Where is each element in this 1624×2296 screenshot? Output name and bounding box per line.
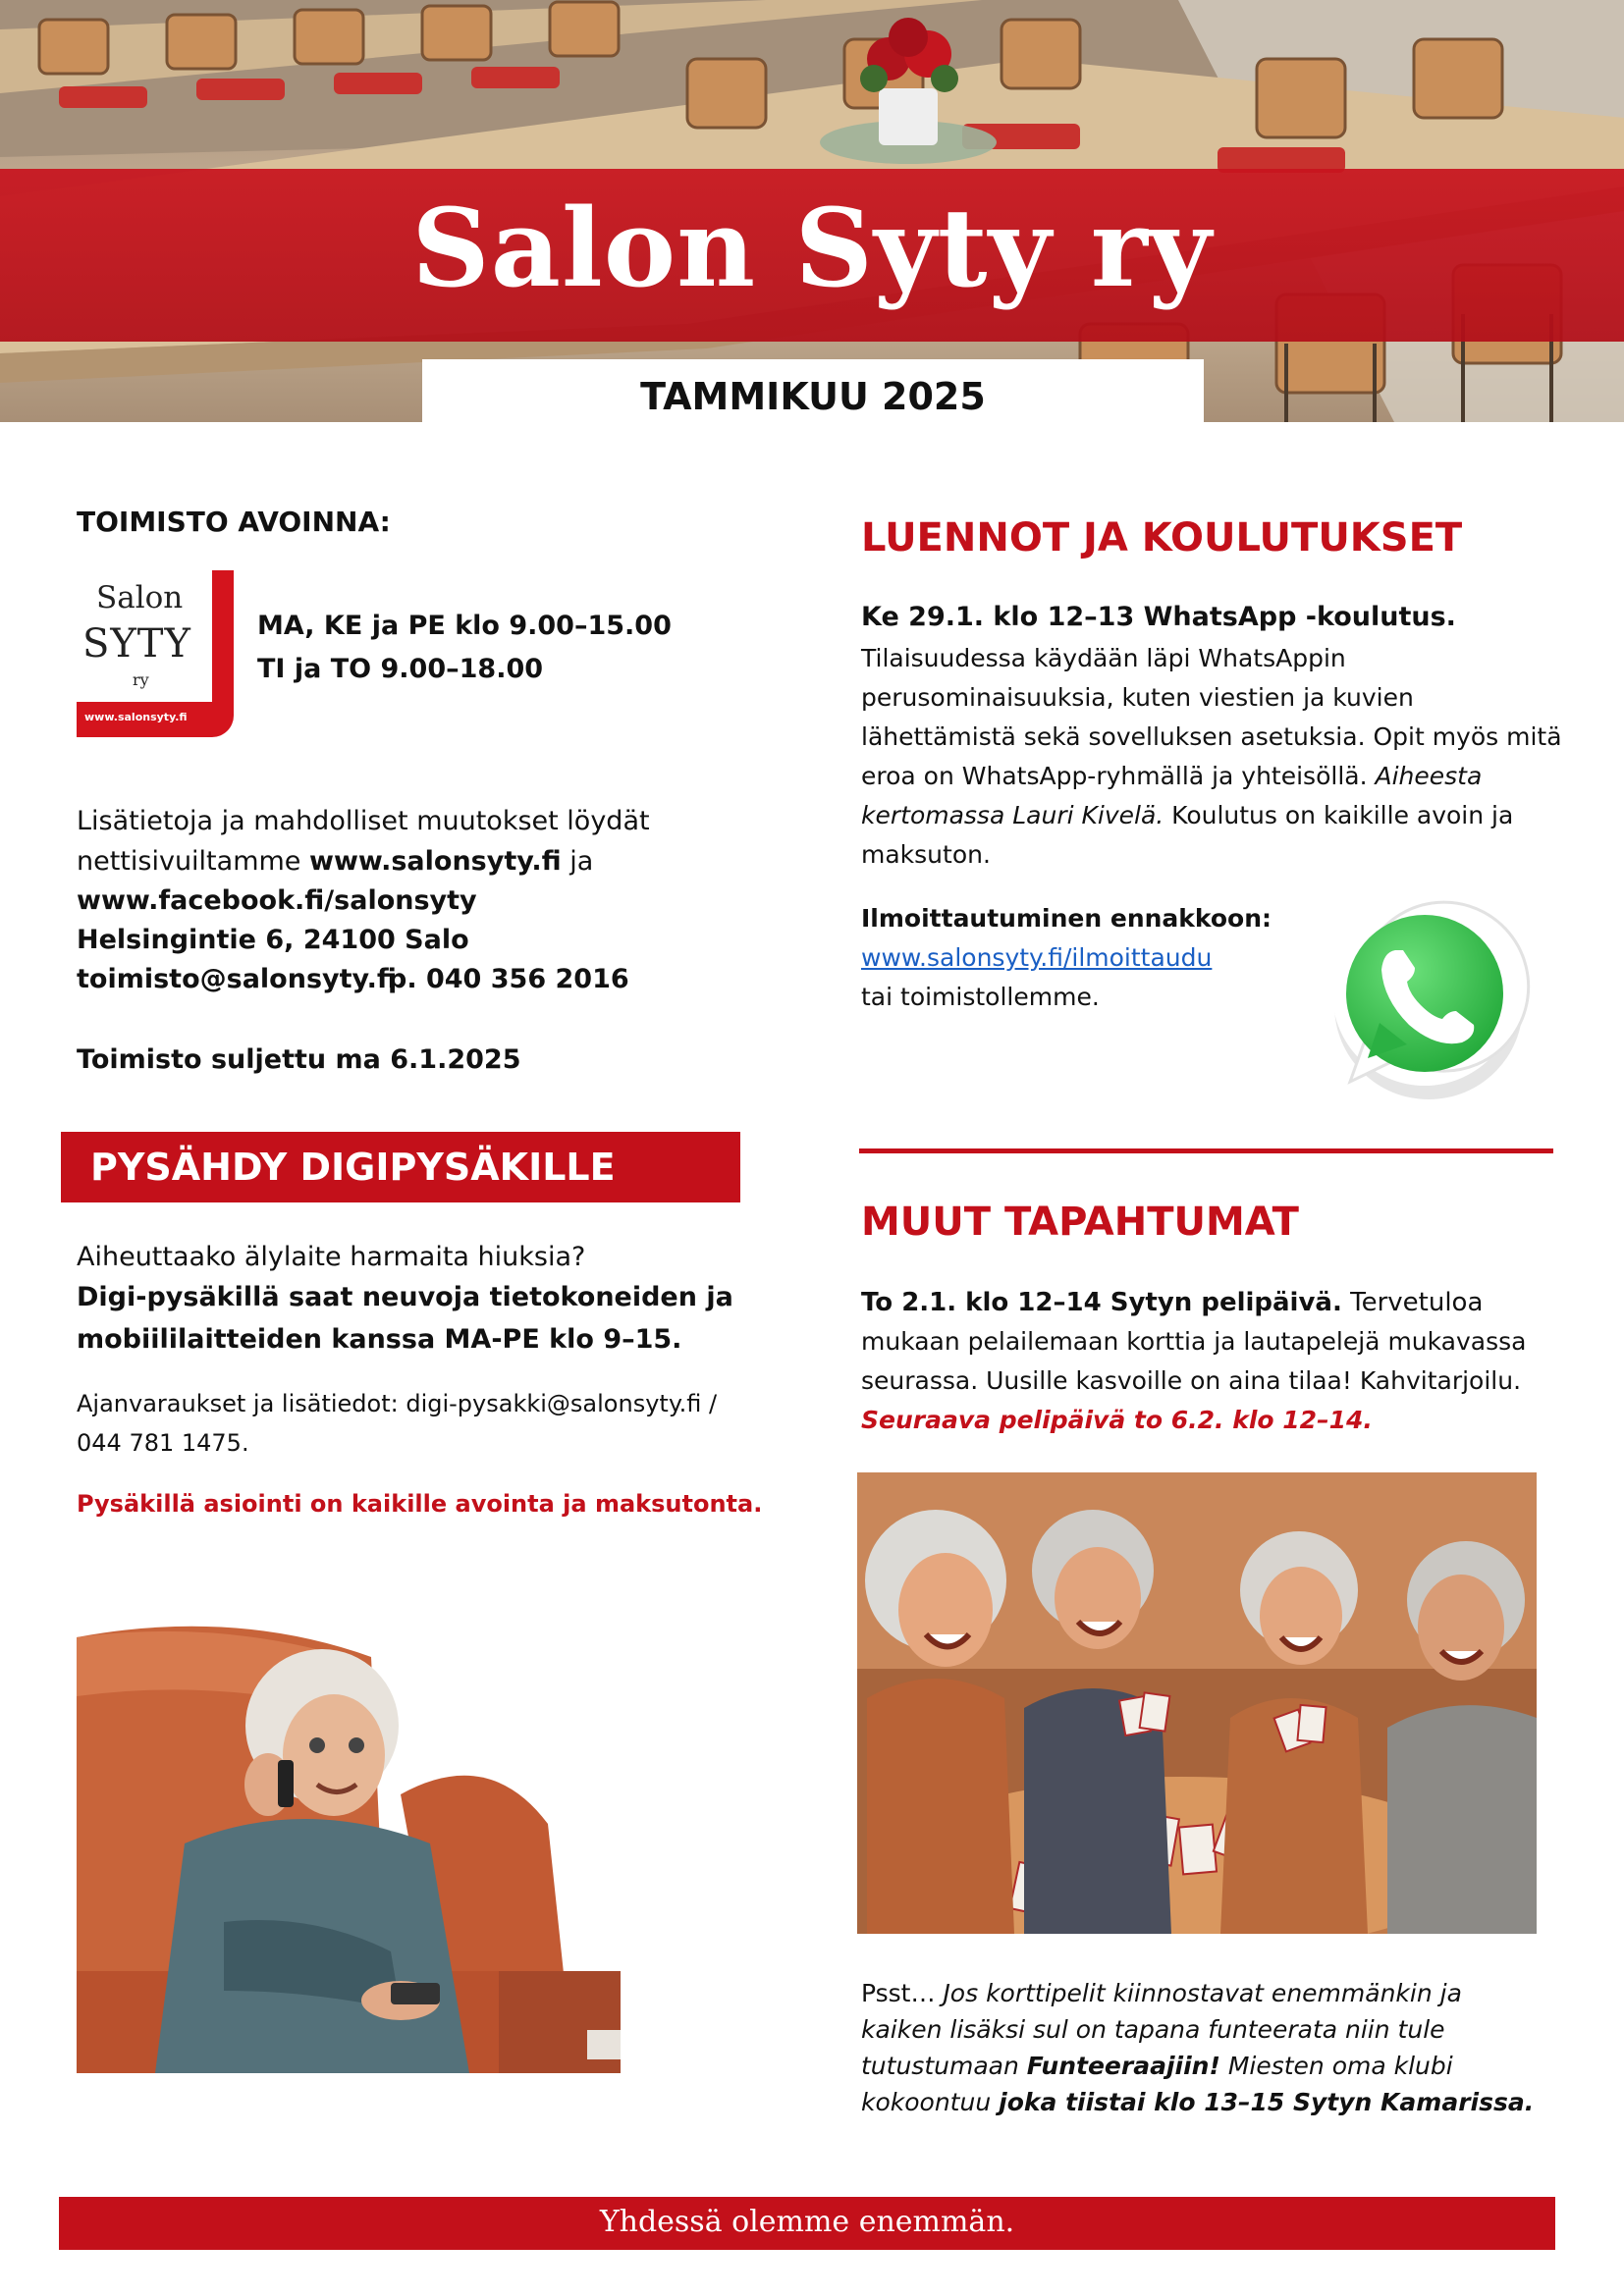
email-text: toimisto@salonsyty.fi <box>77 964 397 994</box>
logo-url-text: www.salonsyty.fi <box>84 711 188 723</box>
logo-ry-text: ry <box>133 670 149 689</box>
facebook-text: www.facebook.fi/salonsyty <box>77 885 477 916</box>
address-text: Helsingintie 6, 24100 Salo <box>77 925 469 955</box>
office-hours-2: TI ja TO 9.00–18.00 <box>257 654 544 684</box>
syty-logo <box>77 570 234 737</box>
lecture-desc-6: maksuton. <box>861 840 991 869</box>
office-hours-1: MA, KE ja PE klo 9.00–15.00 <box>257 611 672 641</box>
section-divider <box>859 1148 1553 1153</box>
digi-contact-1: Ajanvaraukset ja lisätiedot: digi-pysakki@salonsyty.fi / <box>77 1390 718 1417</box>
digi-line-2: Digi-pysäkillä saat neuvoja tietokoneiden ja <box>77 1282 733 1312</box>
psst-line-2: kaiken lisäksi sul on tapana funteerata niin tule <box>861 2015 1445 2044</box>
psst-line-1: Psst… Jos korttipelit kiinnostavat enemmänkin ja <box>861 1979 1462 2007</box>
lecture-desc-1: Tilaisuudessa käydään läpi WhatsAppin <box>861 644 1346 672</box>
signup-link[interactable]: www.salonsyty.fi/ilmoittaudu <box>861 943 1213 972</box>
digi-contact-2: 044 781 1475. <box>77 1429 249 1457</box>
psst-line-4: kokoontuu joka tiistai klo 13–15 Sytyn Kamarissa. <box>861 2088 1535 2116</box>
office-heading: TOIMISTO AVOINNA: <box>77 506 391 538</box>
office-closed: Toimisto suljettu ma 6.1.2025 <box>77 1044 521 1075</box>
grandma-phone-illustration <box>77 1598 621 2073</box>
event-next: Seuraava pelipäivä to 6.2. klo 12–14. <box>861 1406 1373 1434</box>
logo-salon-text: Salon <box>96 580 184 615</box>
lecture-desc-2: perusominaisuuksia, kuten viestien ja kuvien <box>861 683 1414 712</box>
digi-line-3: mobiililaitteiden kanssa MA-PE klo 9–15. <box>77 1324 682 1355</box>
lecture-desc-3: lähettämistä sekä sovelluksen asetuksia. Opit myös mitä <box>861 722 1562 751</box>
event-line-3: seurassa. Uusille kasvoille on aina tilaa! Kahvitarjoilu. <box>861 1366 1522 1395</box>
lectures-heading: LUENNOT JA KOULUTUKSET <box>861 515 1463 561</box>
hero-banner <box>0 0 1624 422</box>
event-line-2: mukaan pelailemaan korttia ja lautapelejä mukavassa <box>861 1327 1527 1356</box>
digi-heading: PYSÄHDY DIGIPYSÄKILLE <box>90 1146 616 1189</box>
lecture-desc-5: kertomassa Lauri Kivelä. Koulutus on kaikille avoin ja <box>861 801 1514 829</box>
signup-suffix: tai toimistollemme. <box>861 983 1100 1011</box>
footer-slogan: Yhdessä olemme enemmän. <box>599 2205 1015 2239</box>
events-heading: MUUT TAPAHTUMAT <box>861 1200 1299 1245</box>
logo-syty-text: SYTY <box>82 621 191 667</box>
lecture-desc-4: eroa on WhatsApp-ryhmällä ja yhteisöllä. Aiheesta <box>861 762 1483 790</box>
signup-label: Ilmoittautuminen ennakkoon: <box>861 904 1272 933</box>
whatsapp-icon <box>1319 889 1535 1105</box>
lecture-event-title: Ke 29.1. klo 12–13 WhatsApp -koulutus. <box>861 602 1456 632</box>
digi-free-note: Pysäkillä asiointi on kaikille avointa ja maksutonta. <box>77 1490 763 1518</box>
site-title: Salon Syty ry <box>411 185 1213 311</box>
office-info-1: Lisätietoja ja mahdolliset muutokset löydät <box>77 806 650 836</box>
month-label: TAMMIKUU 2025 <box>640 375 986 418</box>
card-players-illustration <box>857 1472 1537 1934</box>
event-title-line: To 2.1. klo 12–14 Sytyn pelipäivä. Tervetuloa <box>861 1288 1484 1317</box>
digi-line-1: Aiheuttaako älylaite harmaita hiuksia? <box>77 1242 586 1272</box>
website-text: www.salonsyty.fi <box>309 846 562 877</box>
phone-text: p. 040 356 2016 <box>388 964 629 994</box>
office-info-2: nettisivuiltamme www.salonsyty.fi ja <box>77 846 594 877</box>
psst-line-3: tutustumaan Funteeraajiin! Miesten oma klubi <box>861 2052 1453 2080</box>
